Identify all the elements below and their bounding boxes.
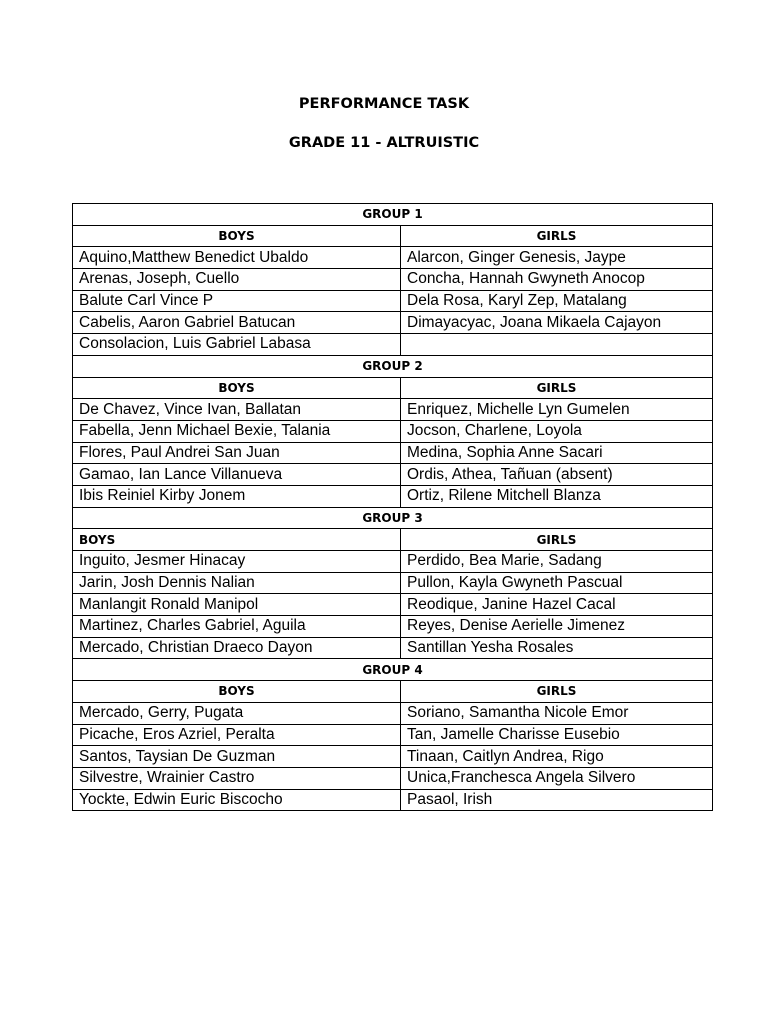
boy-name: Martinez, Charles Gabriel, Aguila	[73, 616, 401, 638]
girl-name: Medina, Sophia Anne Sacari	[401, 442, 713, 464]
boy-name: Silvestre, Wrainier Castro	[73, 767, 401, 789]
group-header-row	[73, 355, 713, 377]
table-row	[73, 420, 713, 442]
boy-name: Aquino,Matthew Benedict Ubaldo	[73, 247, 401, 269]
boy-name: Fabella, Jenn Michael Bexie, Talania	[73, 420, 401, 442]
table-row	[73, 334, 713, 356]
table-row	[73, 767, 713, 789]
girl-name: Dela Rosa, Karyl Zep, Matalang	[401, 290, 713, 312]
boy-name: Jarin, Josh Dennis Nalian	[73, 572, 401, 594]
boy-name: Cabelis, Aaron Gabriel Batucan	[73, 312, 401, 334]
table-row	[73, 594, 713, 616]
boy-name: Ibis Reiniel Kirby Jonem	[73, 485, 401, 507]
document-title: PERFORMANCE TASK	[298, 96, 470, 112]
column-header-row	[73, 225, 713, 247]
group-title: GROUP 4	[73, 659, 713, 681]
boys-header: BOYS	[73, 377, 401, 399]
table-row	[73, 312, 713, 334]
girl-name: Reodique, Janine Hazel Cacal	[401, 594, 713, 616]
boy-name: Yockte, Edwin Euric Biscocho	[73, 789, 401, 811]
girl-name: Tinaan, Caitlyn Andrea, Rigo	[401, 746, 713, 768]
table-row	[73, 746, 713, 768]
column-header-row	[73, 681, 713, 703]
group-title: GROUP 1	[73, 204, 713, 226]
boy-name: Balute Carl Vince P	[73, 290, 401, 312]
boy-name: Santos, Taysian De Guzman	[73, 746, 401, 768]
group-header-row	[73, 507, 713, 529]
girl-name: Concha, Hannah Gwyneth Anocop	[401, 269, 713, 291]
girl-name: Unica,Franchesca Angela Silvero	[401, 767, 713, 789]
column-header-row	[73, 529, 713, 551]
girl-name: Alarcon, Ginger Genesis, Jaype	[401, 247, 713, 269]
girl-name: Perdido, Bea Marie, Sadang	[401, 551, 713, 573]
column-header-row	[73, 377, 713, 399]
boy-name: Consolacion, Luis Gabriel Labasa	[73, 334, 401, 356]
boys-header: BOYS	[73, 225, 401, 247]
table-row	[73, 442, 713, 464]
girls-header: GIRLS	[401, 529, 713, 551]
table-row	[73, 269, 713, 291]
girl-name: Soriano, Samantha Nicole Emor	[401, 702, 713, 724]
group-roster-table	[72, 203, 713, 811]
girl-name: Pasaol, Irish	[401, 789, 713, 811]
boy-name: Picache, Eros Azriel, Peralta	[73, 724, 401, 746]
group-header-row	[73, 204, 713, 226]
girl-name: Dimayacyac, Joana Mikaela Cajayon	[401, 312, 713, 334]
girls-header: GIRLS	[401, 681, 713, 703]
girl-name: Pullon, Kayla Gwyneth Pascual	[401, 572, 713, 594]
girls-header: GIRLS	[401, 377, 713, 399]
table-row	[73, 724, 713, 746]
boy-name: Arenas, Joseph, Cuello	[73, 269, 401, 291]
girl-name: Ordis, Athea, Tañuan (absent)	[401, 464, 713, 486]
table-row	[73, 572, 713, 594]
group-title: GROUP 3	[73, 507, 713, 529]
boy-name: Mercado, Christian Draeco Dayon	[73, 637, 401, 659]
boy-name: Manlangit Ronald Manipol	[73, 594, 401, 616]
boys-header: BOYS	[73, 529, 401, 551]
document-subtitle: GRADE 11 - ALTRUISTIC	[288, 135, 480, 151]
boy-name: De Chavez, Vince Ivan, Ballatan	[73, 399, 401, 421]
table-row	[73, 464, 713, 486]
girl-name: Santillan Yesha Rosales	[401, 637, 713, 659]
boy-name: Inguito, Jesmer Hinacay	[73, 551, 401, 573]
boy-name: Mercado, Gerry, Pugata	[73, 702, 401, 724]
girls-header: GIRLS	[401, 225, 713, 247]
girl-name: Tan, Jamelle Charisse Eusebio	[401, 724, 713, 746]
girl-name	[401, 334, 713, 356]
table-row	[73, 702, 713, 724]
table-row	[73, 616, 713, 638]
boy-name: Gamao, Ian Lance Villanueva	[73, 464, 401, 486]
table-row	[73, 485, 713, 507]
table-row	[73, 551, 713, 573]
group-title: GROUP 2	[73, 355, 713, 377]
girl-name: Ortiz, Rilene Mitchell Blanza	[401, 485, 713, 507]
boys-header: BOYS	[73, 681, 401, 703]
group-header-row	[73, 659, 713, 681]
table-row	[73, 637, 713, 659]
boy-name: Flores, Paul Andrei San Juan	[73, 442, 401, 464]
girl-name: Enriquez, Michelle Lyn Gumelen	[401, 399, 713, 421]
table-row	[73, 399, 713, 421]
table-row	[73, 290, 713, 312]
table-row	[73, 247, 713, 269]
table-row	[73, 789, 713, 811]
girl-name: Jocson, Charlene, Loyola	[401, 420, 713, 442]
girl-name: Reyes, Denise Aerielle Jimenez	[401, 616, 713, 638]
